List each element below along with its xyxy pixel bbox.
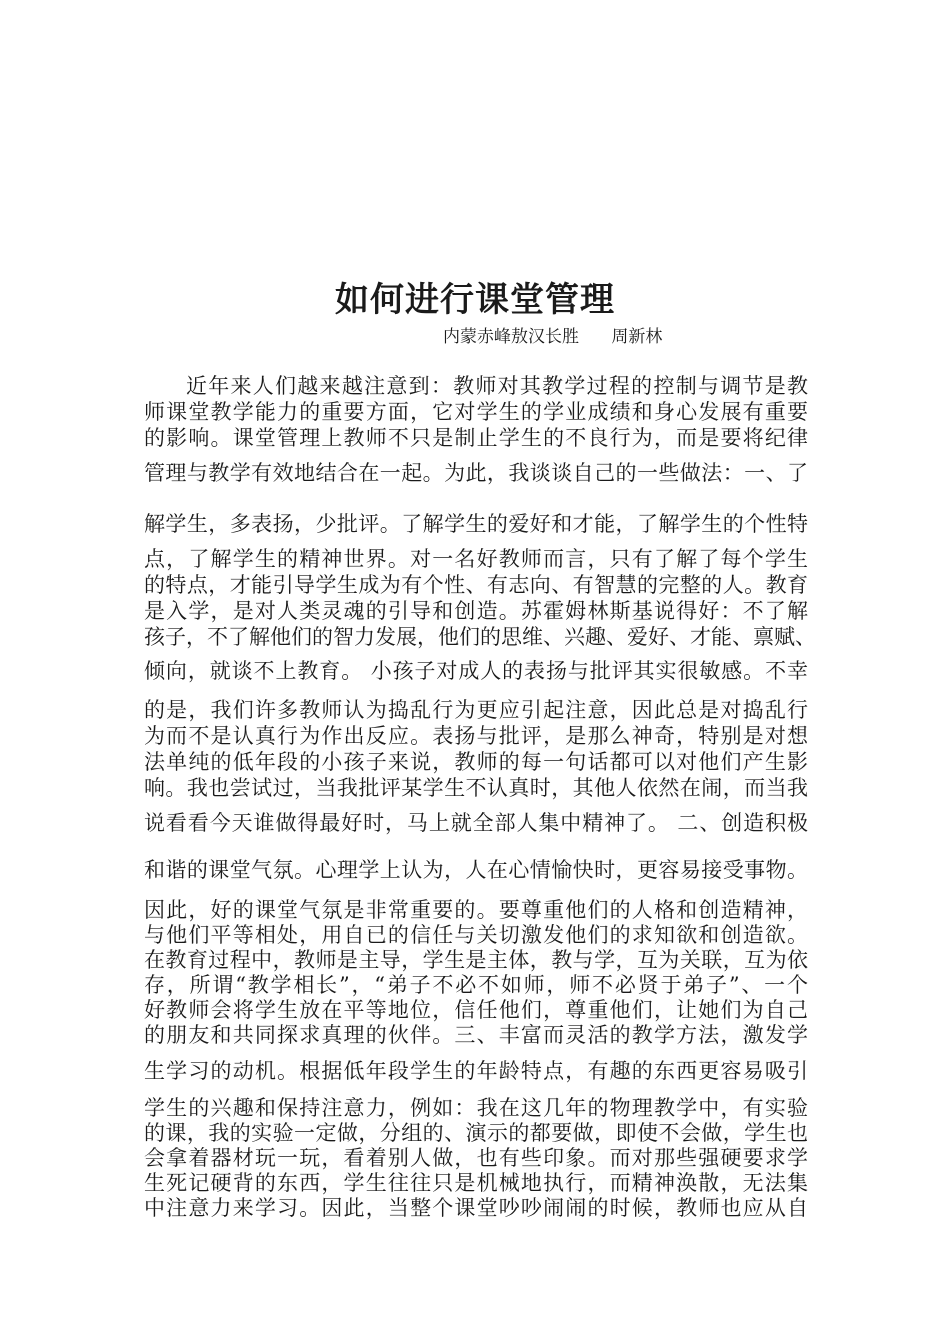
body-line: 会拿着器材玩一玩，看着别人做，也有些印象。而对那些强硬要求学 xyxy=(144,1146,808,1170)
body-line: 的特点，才能引导学生成为有个性、有志向、有智慧的完整的人。教育 xyxy=(144,573,808,597)
body-line: 倾向，就谈不上教育。 小孩子对成人的表扬与批评其实很敏感。不幸 xyxy=(144,659,808,683)
body-line: 与他们平等相处，用自已的信任与关切激发他们的求知欲和创造欲。 xyxy=(144,923,808,947)
body-line: 响。我也尝试过，当我批评某学生不认真时，其他人依然在闹，而当我 xyxy=(144,776,808,800)
body-line: 存，所谓“教学相长”，“弟子不必不如师，师不必贤于弟子”、一个 xyxy=(144,973,808,997)
body-line: 的课，我的实验一定做，分组的、演示的都要做，即使不会做，学生也 xyxy=(144,1121,808,1145)
body-line: 近年来人们越来越注意到：教师对其教学过程的控制与调节是教 xyxy=(186,374,808,398)
body-line: 点，了解学生的精神世界。对一名好教师而言，只有了解了每个学生 xyxy=(144,547,808,571)
body-line: 好教师会将学生放在平等地位，信任他们，尊重他们，让她们为自己 xyxy=(144,998,808,1022)
article-title: 如何进行课堂管理 xyxy=(335,280,615,320)
author-line: 内蒙赤峰敖汉长胜 周新林 xyxy=(443,327,663,347)
body-line: 为而不是认真行为作出反应。表扬与批评，是那么神奇，特别是对想 xyxy=(144,724,808,748)
body-line: 法单纯的低年段的小孩子来说，教师的每一句话都可以对他们产生影 xyxy=(144,750,808,774)
body-line: 的朋友和共同探求真理的伙伴。三、丰富而灵活的教学方法，激发学 xyxy=(144,1023,808,1047)
body-line: 孩子，不了解他们的智力发展，他们的思维、兴趣、爱好、才能、禀赋、 xyxy=(144,625,816,649)
body-line: 师课堂教学能力的重要方面，它对学生的学业成绩和身心发展有重要 xyxy=(144,400,808,424)
body-line: 生死记硬背的东西，学生往往只是机械地执行，而精神涣散，无法集 xyxy=(144,1171,808,1195)
body-line: 说看看今天谁做得最好时，马上就全部人集中精神了。 二、创造积极 xyxy=(144,811,808,835)
body-line: 因此，好的课堂气氛是非常重要的。要尊重他们的人格和创造精神， xyxy=(144,898,808,922)
body-line: 在教育过程中，教师是主导，学生是主体，教与学，互为关联，互为依 xyxy=(144,948,808,972)
body-line: 管理与教学有效地结合在一起。为此，我谈谈自己的一些做法：一、了 xyxy=(144,461,808,485)
body-line: 和谐的课堂气氛。心理学上认为，人在心情愉快时，更容易接受事物。 xyxy=(144,858,808,882)
body-line: 中注意力来学习。因此，当整个课堂吵吵闹闹的时候，教师也应从自 xyxy=(144,1196,808,1220)
body-line: 生学习的动机。根据低年段学生的年龄特点，有趣的东西更容易吸引 xyxy=(144,1059,808,1083)
body-line: 学生的兴趣和保持注意力，例如：我在这几年的物理教学中，有实验 xyxy=(144,1096,808,1120)
body-line: 是入学，是对人类灵魂的引导和创造。苏霍姆林斯基说得好：不了解 xyxy=(144,599,808,623)
body-line: 的是，我们许多教师认为捣乱行为更应引起注意，因此总是对捣乱行 xyxy=(144,698,808,722)
body-line: 解学生，多表扬，少批评。了解学生的爱好和才能，了解学生的个性特 xyxy=(144,512,808,536)
body-line: 的影响。课堂管理上教师不只是制止学生的不良行为，而是要将纪律 xyxy=(144,426,808,450)
